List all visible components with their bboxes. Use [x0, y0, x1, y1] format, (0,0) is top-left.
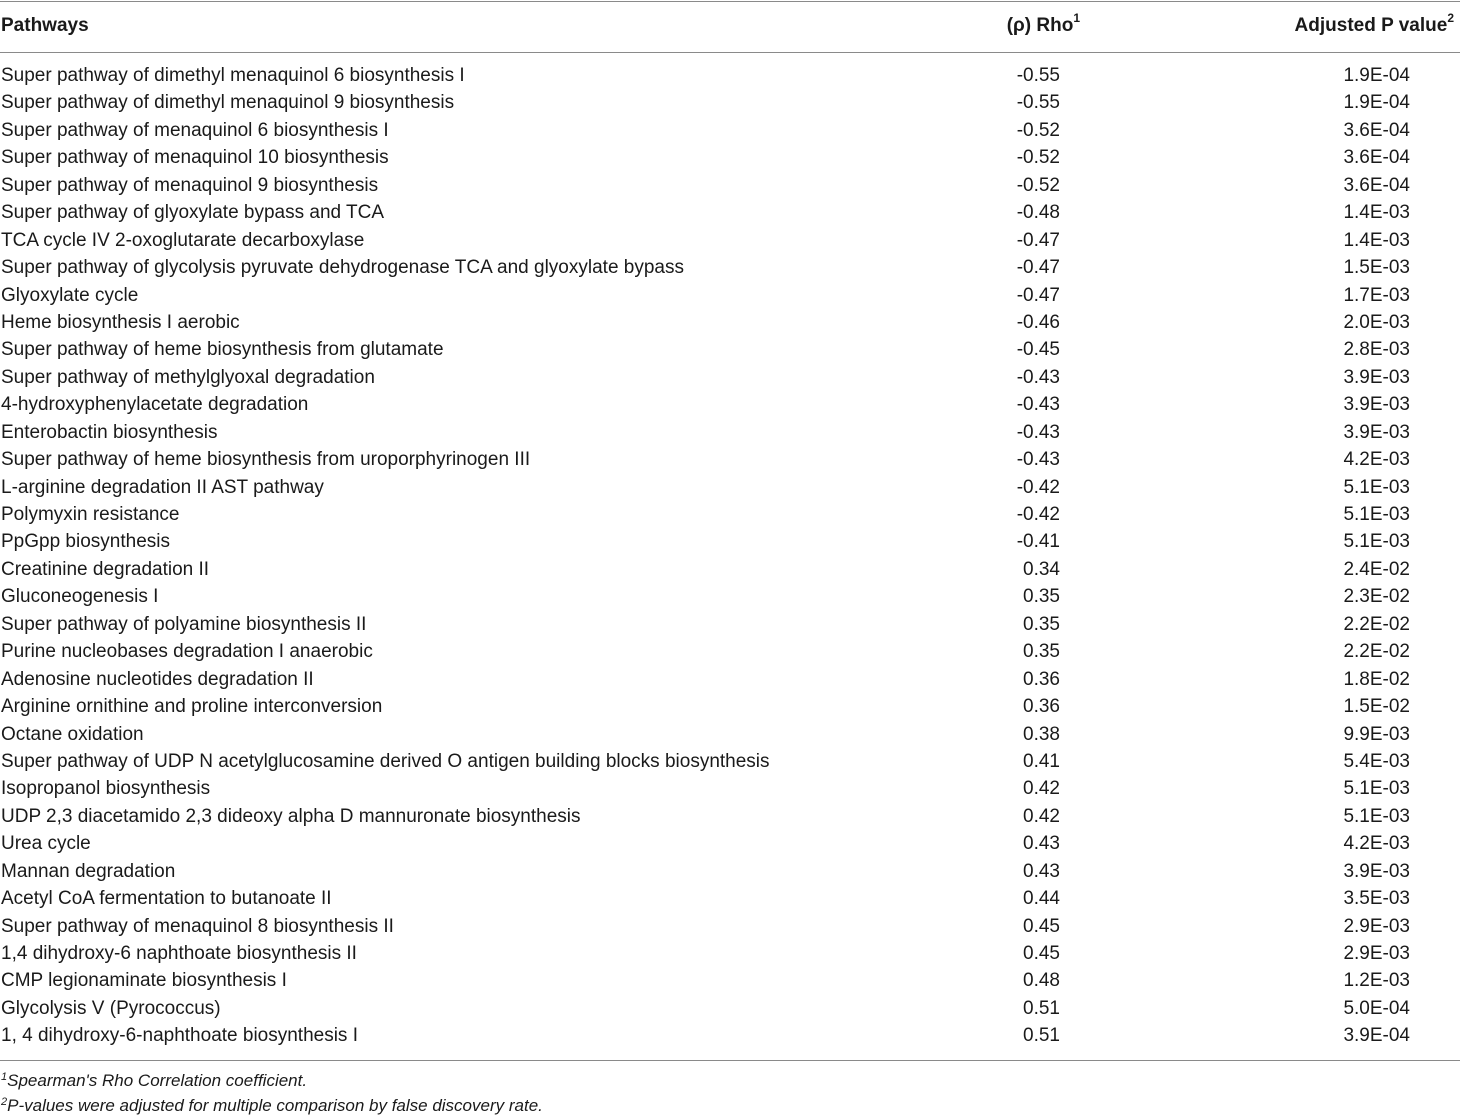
rho-cell: 0.51 [1023, 1025, 1060, 1047]
pathway-cell: Polymyxin resistance [1, 504, 180, 525]
table-row [0, 693, 1460, 720]
pvalue-cell: 1.2E-03 [1343, 970, 1410, 992]
pvalue-cell: 1.4E-03 [1343, 229, 1410, 251]
table-row [0, 446, 1460, 473]
rho-cell: -0.52 [1016, 147, 1060, 169]
pvalue-cell: 3.6E-04 [1343, 147, 1410, 169]
pvalue-cell: 5.1E-03 [1343, 778, 1410, 800]
header-pvalue-label: Adjusted P value [1294, 15, 1448, 36]
rho-cell: -0.47 [1016, 257, 1060, 279]
pvalue-cell: 1.7E-03 [1343, 284, 1410, 306]
rho-cell: -0.43 [1016, 449, 1060, 471]
table-row [0, 858, 1460, 885]
table-row [0, 254, 1460, 281]
pathway-cell: Super pathway of glyoxylate bypass and TCA [1, 202, 385, 224]
table-row [0, 995, 1460, 1022]
pvalue-cell: 4.2E-03 [1343, 449, 1410, 471]
table-row [0, 1022, 1460, 1049]
pvalue-cell: 5.1E-03 [1343, 531, 1410, 553]
pvalue-cell: 3.5E-03 [1343, 888, 1410, 910]
pathway-cell: Octane oxidation [1, 723, 144, 745]
rho-cell: -0.43 [1016, 366, 1060, 388]
pathway-cell: CMP legionaminate biosynthesis I [1, 970, 287, 992]
pathway-cell: Urea cycle [1, 833, 91, 855]
pathway-cell: Isopropanol biosynthesis [1, 778, 211, 800]
rho-cell: -0.47 [1016, 229, 1060, 251]
header-divider-rule [0, 52, 1460, 53]
rho-cell: -0.47 [1016, 284, 1060, 306]
table-row [0, 666, 1460, 693]
rho-cell: -0.42 [1016, 476, 1060, 498]
rho-cell: -0.41 [1016, 531, 1060, 553]
pathway-cell: 1, 4 dihydroxy-6-naphthoate biosynthesis I [1, 1025, 358, 1047]
pvalue-cell: 2.9E-03 [1343, 943, 1410, 964]
rho-cell: 0.45 [1023, 943, 1060, 964]
pathway-cell: Super pathway of UDP N acetylglucosamine derived O antigen building blocks biosynthesis [1, 750, 770, 772]
rho-cell: 0.41 [1023, 750, 1060, 772]
pathway-cell: Super pathway of heme biosynthesis from glutamate [1, 339, 444, 361]
table-row [0, 282, 1460, 309]
rho-cell: -0.43 [1016, 421, 1060, 443]
pathway-cell: Gluconeogenesis I [1, 586, 159, 608]
table-row [0, 556, 1460, 583]
pvalue-cell: 1.9E-04 [1343, 92, 1410, 114]
pvalue-cell: 2.0E-03 [1343, 311, 1410, 333]
pathway-cell: Super pathway of menaquinol 9 biosynthesis [1, 174, 379, 196]
rho-cell: 0.42 [1023, 805, 1060, 827]
table-row [0, 638, 1460, 665]
pvalue-cell: 2.3E-02 [1343, 586, 1410, 608]
rho-cell: 0.48 [1023, 970, 1060, 992]
table-row [0, 199, 1460, 226]
rho-cell: -0.46 [1016, 311, 1060, 333]
table-top-rule [0, 1, 1460, 2]
rho-cell: 0.36 [1023, 668, 1060, 690]
pvalue-cell: 3.9E-04 [1343, 1025, 1410, 1047]
pathway-cell: L-arginine degradation II AST pathway [1, 476, 324, 498]
rho-cell: 0.35 [1023, 586, 1060, 608]
header-rho-label: (ρ) Rho [1006, 15, 1074, 36]
table-row [0, 336, 1460, 363]
rho-cell: 0.35 [1023, 641, 1060, 663]
pvalue-cell: 5.1E-03 [1343, 476, 1410, 498]
table-row [0, 913, 1460, 940]
table-row [0, 391, 1460, 418]
pathway-cell: Super pathway of dimethyl menaquinol 9 biosynthesis [1, 92, 455, 114]
pathway-cell: Arginine ornithine and proline interconversion [1, 696, 383, 718]
pvalue-cell: 3.9E-03 [1343, 860, 1410, 882]
footnote [1, 1093, 543, 1118]
pathway-cell: PpGpp biosynthesis [1, 531, 170, 553]
rho-cell: 0.43 [1023, 833, 1060, 855]
pathway-cell: 4-hydroxyphenylacetate degradation [1, 394, 309, 416]
footnote-marker: 2 [1, 1096, 8, 1108]
pathway-cell: Super pathway of heme biosynthesis from uroporphyrinogen III [1, 449, 531, 471]
pvalue-cell: 3.9E-03 [1343, 421, 1410, 443]
pathway-cell: Enterobactin biosynthesis [1, 421, 218, 443]
pathway-cell: Heme biosynthesis I aerobic [1, 311, 240, 333]
rho-cell: -0.55 [1016, 65, 1060, 86]
header-pathways: Pathways [1, 15, 89, 36]
pvalue-cell: 3.9E-03 [1343, 394, 1410, 416]
pathway-cell: Super pathway of glycolysis pyruvate dehydrogenase TCA and glyoxylate bypass [1, 257, 684, 279]
pvalue-cell: 9.9E-03 [1343, 723, 1410, 745]
table-row [0, 227, 1460, 254]
table-row [0, 583, 1460, 610]
header-rho-footnote-marker: 1 [1073, 11, 1080, 25]
table-row [0, 721, 1460, 748]
pathway-cell: Glycolysis V (Pyrococcus) [1, 997, 221, 1019]
footnote-text: Spearman's Rho Correlation coefficient. [7, 1071, 308, 1090]
rho-cell: 0.38 [1023, 723, 1060, 745]
pvalue-cell: 1.9E-04 [1343, 65, 1410, 86]
rho-cell: -0.45 [1016, 339, 1060, 361]
pvalue-cell: 5.1E-03 [1343, 805, 1410, 827]
pathway-cell: Super pathway of menaquinol 10 biosynthesis [1, 147, 389, 169]
rho-cell: 0.51 [1023, 997, 1060, 1019]
table-row [0, 885, 1460, 912]
table-header [0, 12, 1460, 46]
table-row [0, 62, 1460, 89]
footnote-marker: 1 [1, 1071, 8, 1083]
pathway-cell: 1,4 dihydroxy-6 naphthoate biosynthesis II [1, 943, 357, 964]
pvalue-cell: 2.4E-02 [1343, 558, 1410, 580]
table-row [0, 501, 1460, 528]
rho-cell: -0.43 [1016, 394, 1060, 416]
table-row [0, 803, 1460, 830]
pathway-cell: Super pathway of menaquinol 8 biosynthesis II [1, 915, 394, 937]
pvalue-cell: 3.6E-04 [1343, 119, 1410, 141]
table-row [0, 611, 1460, 638]
rho-cell: -0.55 [1016, 92, 1060, 114]
pvalue-cell: 2.2E-02 [1343, 613, 1410, 635]
header-pvalue-footnote-marker: 2 [1447, 11, 1454, 25]
pathway-cell: Super pathway of methylglyoxal degradation [1, 366, 375, 388]
table-row [0, 748, 1460, 775]
pathway-cell: UDP 2,3 diacetamido 2,3 dideoxy alpha D mannuronate biosynthesis [1, 805, 581, 827]
pvalue-cell: 1.5E-03 [1343, 257, 1410, 279]
table-bottom-rule [0, 1060, 1460, 1061]
rho-cell: 0.34 [1023, 558, 1060, 580]
rho-cell: 0.45 [1023, 915, 1060, 937]
rho-cell: -0.52 [1016, 119, 1060, 141]
rho-cell: 0.44 [1023, 888, 1060, 910]
footnote [1, 1068, 543, 1093]
table-row [0, 528, 1460, 555]
pvalue-cell: 5.1E-03 [1343, 504, 1410, 525]
pvalue-cell: 1.8E-02 [1343, 668, 1410, 690]
pathway-cell: Glyoxylate cycle [1, 284, 139, 306]
pvalue-cell: 5.4E-03 [1343, 750, 1410, 772]
rho-cell: 0.36 [1023, 696, 1060, 718]
table-row [0, 364, 1460, 391]
pathway-cell: Super pathway of dimethyl menaquinol 6 biosynthesis I [1, 65, 465, 86]
table-row [0, 967, 1460, 994]
pvalue-cell: 2.2E-02 [1343, 641, 1410, 663]
rho-cell: -0.42 [1016, 504, 1060, 525]
pathway-cell: TCA cycle IV 2-oxoglutarate decarboxylase [1, 229, 365, 251]
rho-cell: 0.43 [1023, 860, 1060, 882]
footnote-text: P-values were adjusted for multiple comparison by false discovery rate. [7, 1096, 543, 1115]
pathway-cell: Mannan degradation [1, 860, 176, 882]
table-row [0, 474, 1460, 501]
table-row [0, 775, 1460, 802]
header-rho [1006, 11, 1080, 37]
pathway-cell: Acetyl CoA fermentation to butanoate II [1, 888, 332, 910]
rho-cell: -0.52 [1016, 174, 1060, 196]
pvalue-cell: 2.9E-03 [1343, 915, 1410, 937]
table-footnotes [1, 1068, 543, 1118]
table-row [0, 89, 1460, 116]
table-row [0, 419, 1460, 446]
pathway-cell: Super pathway of polyamine biosynthesis II [1, 613, 367, 635]
rho-cell: 0.35 [1023, 613, 1060, 635]
table-row [0, 144, 1460, 171]
pvalue-cell: 1.5E-02 [1343, 696, 1410, 718]
table-row [0, 830, 1460, 857]
pathway-cell: Adenosine nucleotides degradation II [1, 668, 314, 690]
pvalue-cell: 5.0E-04 [1343, 997, 1410, 1019]
rho-cell: 0.42 [1023, 778, 1060, 800]
table-row [0, 117, 1460, 144]
pathway-cell: Super pathway of menaquinol 6 biosynthesis I [1, 119, 389, 141]
pvalue-cell: 1.4E-03 [1343, 202, 1410, 224]
pvalue-cell: 3.6E-04 [1343, 174, 1410, 196]
pvalue-cell: 2.8E-03 [1343, 339, 1410, 361]
pathway-cell: Purine nucleobases degradation I anaerobic [1, 641, 373, 663]
table-row [0, 172, 1460, 199]
table-row [0, 309, 1460, 336]
pathway-cell: Creatinine degradation II [1, 558, 210, 580]
table-body [0, 62, 1460, 1050]
rho-cell: -0.48 [1016, 202, 1060, 224]
pvalue-cell: 4.2E-03 [1343, 833, 1410, 855]
table-row [0, 940, 1460, 967]
header-adjusted-p-value [1294, 11, 1454, 37]
pvalue-cell: 3.9E-03 [1343, 366, 1410, 388]
